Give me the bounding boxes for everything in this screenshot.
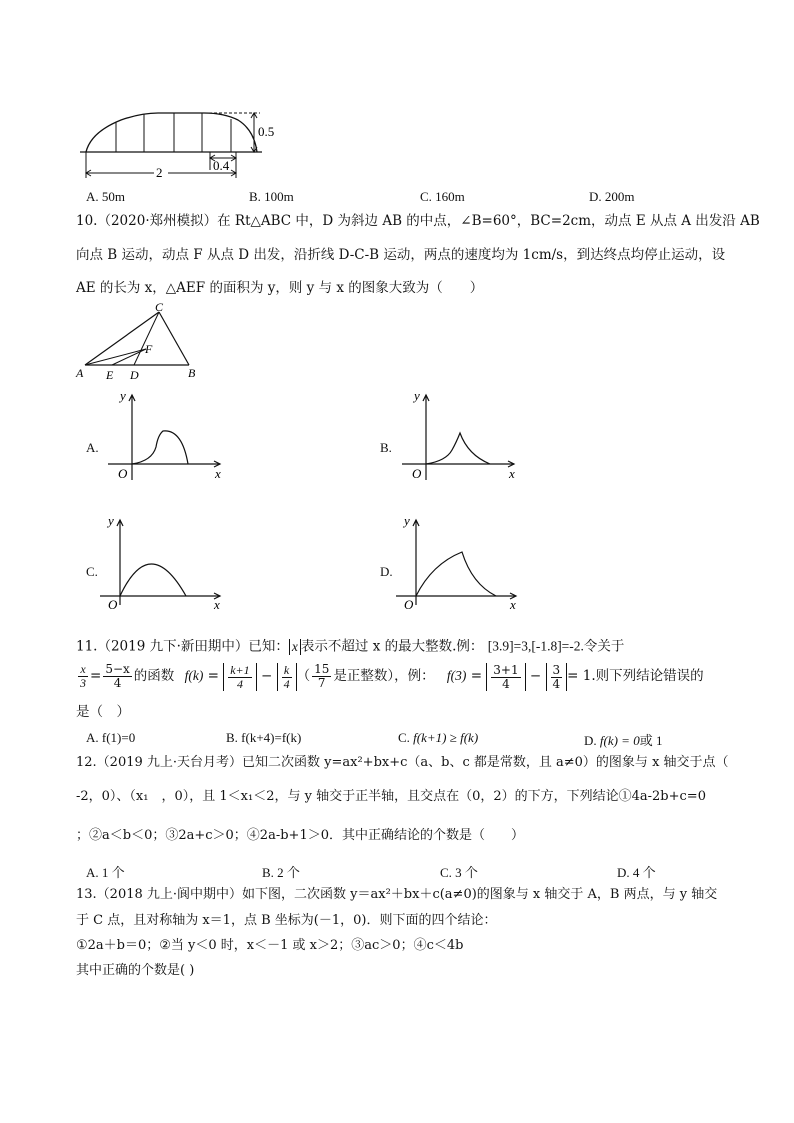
q9-option-c: C. 160m <box>420 189 465 204</box>
graph-b-origin: O <box>412 466 422 481</box>
q13-line-4: 其中正确的个数是( ) <box>76 963 195 978</box>
bridge-span-label: 2 <box>156 165 163 180</box>
q11-frac-15-7: $\frac{15}{7}$ <box>314 662 330 690</box>
q11-option-c: C. f(k+1) ≥ f(k) <box>398 730 479 745</box>
q11-conclusion: = 1.则下列结论错误的 <box>567 668 704 684</box>
q12-line-3: ；②a＜b＜0；③2a+c＞0；④2a-b+1＞0．其中正确结论的个数是（ ） <box>76 828 524 843</box>
q9-option-b: B. 100m <box>249 189 294 204</box>
q11-frac-31: $\frac{3+1}{4}$ <box>493 662 519 691</box>
q12-option-c: C. 3 个 <box>440 865 478 880</box>
graph-d-origin: O <box>404 597 414 610</box>
label-b: B <box>188 366 196 380</box>
q13-line-2: 于 C 点，且对称轴为 x＝1，点 B 坐标为(－1，0)．则下面的四个结论： <box>76 913 497 928</box>
graph-a-x-label: x <box>215 466 221 481</box>
label-c: C <box>155 302 164 314</box>
graph-a-y-label: y <box>120 388 126 403</box>
graph-b-y-label: y <box>414 388 420 403</box>
label-a: A <box>76 366 84 380</box>
q12-line-1: 12.（2019 九上·天台月考）已知二次函数 y=ax²+bx+c（a、b、c 都是常数，且 a≠0）的图象与 x 轴交于点（ <box>76 755 729 770</box>
graph-c-origin: O <box>108 597 118 610</box>
q10-option-b-label: B. <box>380 440 392 455</box>
q11-option-d: D. f(k) = 0或 1 <box>584 733 663 748</box>
triangle-figure <box>72 302 212 382</box>
q12-option-a: A. 1 个 <box>86 865 125 880</box>
q12-option-d: D. 4 个 <box>617 865 656 880</box>
q11-f3: f(3) <box>446 668 467 683</box>
q13-line-1: 13.（2018 九上·阆中期中）如下图，二次函数 y＝ax²＋bx＋c(a≠0)的图象与 x 轴交于 A，B 两点，与 y 轴交 <box>76 887 718 902</box>
q11-line1-middle: 表示不超过 x 的最大整数.例： <box>300 638 484 655</box>
q10-line-1: 10.（2020·郑州模拟）在 Rt△ABC 中，D 为斜边 AB 的中点，∠B=60°，BC=2cm，动点 E 从点 A 出发沿 AB <box>76 213 760 229</box>
q11-option-a: A. f(1)=0 <box>86 730 136 745</box>
graph-c-x-label: x <box>214 597 220 610</box>
q11-frac-3: $\frac{3}{4}$ <box>552 662 561 691</box>
q9-option-a: A. 50m <box>86 189 125 204</box>
q10-option-a-label: A. <box>86 440 99 455</box>
q10-graph-a[interactable] <box>100 385 230 485</box>
q11-line-1 <box>76 639 624 655</box>
q10-graph-d[interactable] <box>384 510 524 610</box>
q11-func-label: 的函数 <box>133 668 175 684</box>
q11-paren: （ <box>296 668 311 684</box>
label-d: D <box>130 368 139 382</box>
q11-frac-k1: $\frac{k+1}{4}$ <box>230 662 250 691</box>
bridge-offset-label: 0.4 <box>213 158 230 173</box>
graph-b-x-label: x <box>509 466 515 481</box>
q12-line-2: -2，0）、（x₁ ，0），且 1＜x₁＜2，与 y 轴交于正半轴，且交点在（0，2）的下方，下列结论①4a-2b+c=0 <box>76 789 706 804</box>
q11-frac-5x4: $\frac{5-x}{4}$ <box>105 662 130 690</box>
q13-line-3: ①2a＋b＝0；②当 y＜0 时，x＜－1 或 x＞2；③ac＞0；④c＜4b <box>76 938 464 953</box>
q11-bracket-var: x <box>289 639 301 655</box>
q11-option-b: B. f(k+4)=f(k) <box>226 730 302 745</box>
label-f: F <box>145 342 153 356</box>
q10-option-d-label: D. <box>380 564 393 579</box>
q11-line1-prefix: 11.（2019 九下·新田期中）已知： <box>76 638 289 655</box>
q9-option-d: D. 200m <box>589 189 635 204</box>
q11-frac-k: $\frac{k}{4}$ <box>283 662 290 691</box>
bridge-figure <box>76 104 296 186</box>
graph-d-x-label: x <box>510 597 516 610</box>
q10-graph-b[interactable] <box>394 385 524 485</box>
q10-line-3: AE 的长为 x，△AEF 的面积为 y，则 y 与 x 的图象大致为（ ） <box>76 280 484 296</box>
q11-line1-example: [3.9]=3,[-1.8]=-2.令关于 <box>487 638 625 654</box>
q11-equals: = <box>90 668 102 684</box>
graph-c-y-label: y <box>108 513 114 528</box>
graph-a-origin: O <box>118 466 128 481</box>
graph-d-y-label: y <box>404 513 410 528</box>
q10-option-c-label: C. <box>86 564 98 579</box>
bridge-height-label: 0.5 <box>258 124 275 139</box>
q11-line-3: 是（ ） <box>76 704 130 720</box>
q11-line-2: $\frac{x}{3}$ = $\frac{5-x}{4}$ 的函数 f(k) = $\frac{k+1}{4}$ − $\frac{k}{4}$ （ $\frac{15}{7}$ 是正整数），例： f(3) = $\frac{3+1}{4}$ − $\frac{3}{4}$ = 1.则下列结论错误的 <box>80 662 704 691</box>
q10-line-2: 向点 B 运动，动点 F 从点 D 出发，沿折线 D-C-B 运动，两点的速度均为 1cm/s，到达终点均停止运动，设 <box>76 247 726 263</box>
q11-frac-x3: $\frac{x}{3}$ <box>80 662 86 690</box>
q12-option-b: B. 2 个 <box>262 865 300 880</box>
q11-ratio-suffix: 是正整数），例： <box>333 668 435 684</box>
label-e: E <box>106 368 114 382</box>
q11-fk: f(k) <box>184 668 204 683</box>
q10-graph-c[interactable] <box>88 510 228 610</box>
